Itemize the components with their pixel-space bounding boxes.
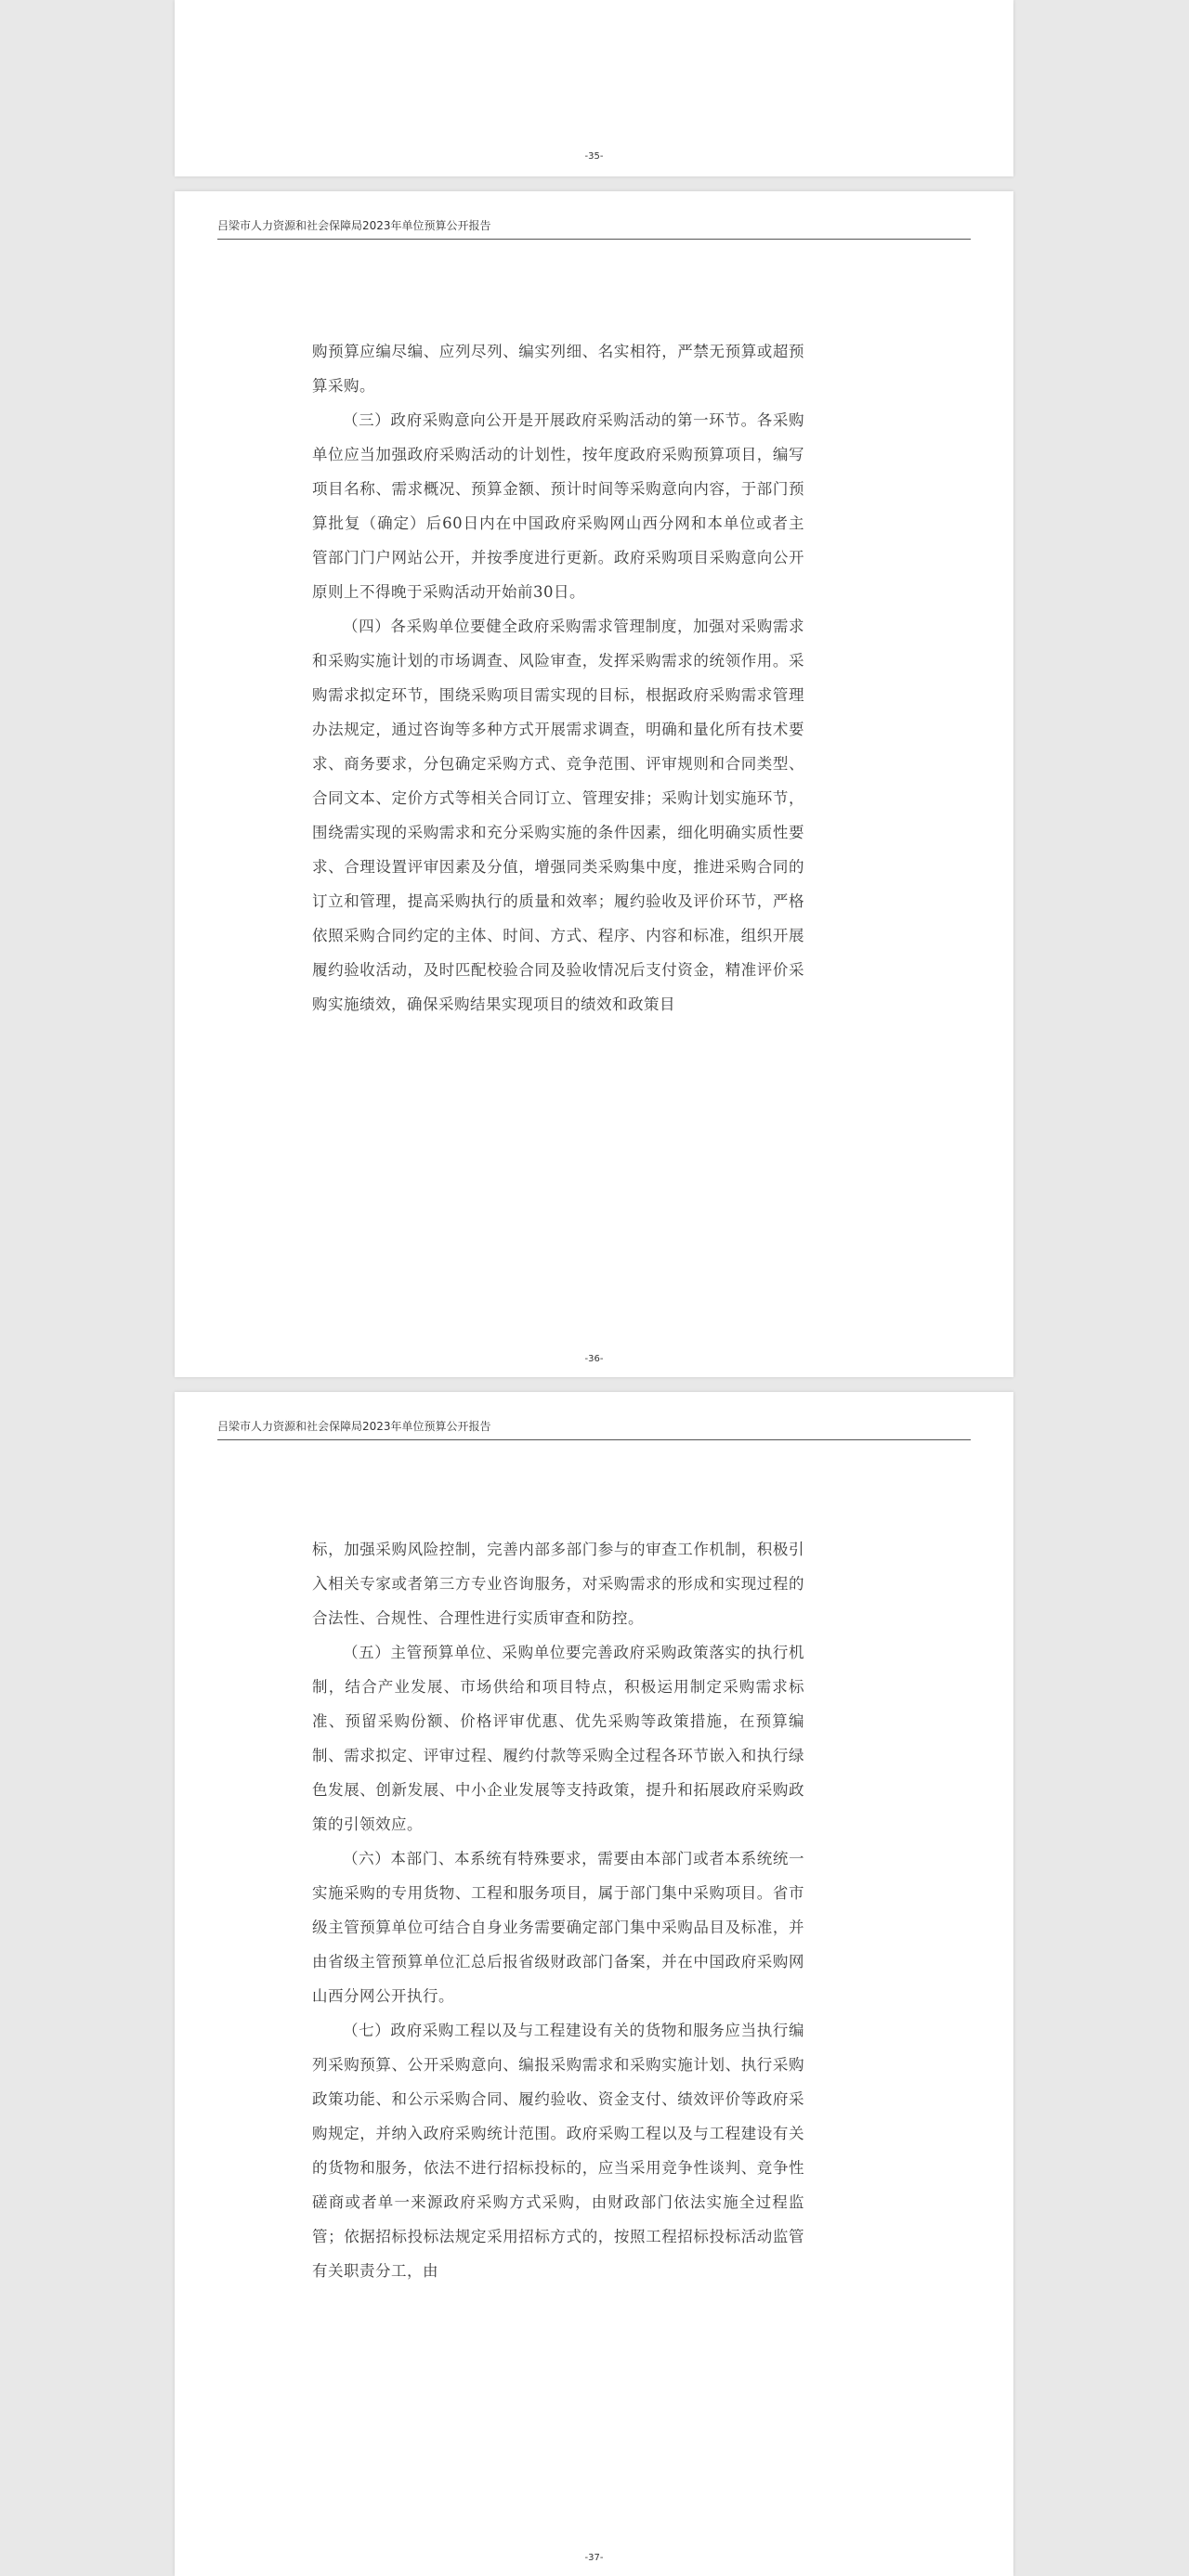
paragraph: （三）政府采购意向公开是开展政府采购活动的第一环节。各采购单位应当加强政府采购活动的计划性，按年度政府采购预算项目，编写项目名称、需求概况、预算金额、预计时间等采购意向内容，于部门预算批复（确定）后60日内在中国政府采购网山西分网和本单位或者主管部门门户网站公开，并按季度进行更新。政府采购项目采购意向公开原则上不得晚于采购活动开始前30日。: [312, 411, 804, 601]
paragraph: 标，加强采购风险控制，完善内部多部门参与的审查工作机制，积极引入相关专家或者第三方专业咨询服务，对采购需求的形成和实现过程的合法性、合规性、合理性进行实质审查和防控。: [312, 1541, 804, 1627]
document-page-36: [175, 191, 1013, 1377]
document-page-35: [175, 0, 1013, 176]
document-page-37: [175, 1392, 1013, 2576]
page-header: 吕梁市人力资源和社会保障局2023年单位预算公开报告: [217, 1418, 971, 1440]
paragraph: （六）本部门、本系统有特殊要求，需要由本部门或者本系统统一实施采购的专用货物、工程和服务项目，属于部门集中采购项目。省市级主管预算单位可结合自身业务需要确定部门集中采购品目及标准，并由省级主管预算单位汇总后报省级财政部门备案，并在中国政府采购网山西分网公开执行。: [312, 1850, 804, 2005]
page-body: [312, 334, 804, 1021]
page-header: 吕梁市人力资源和社会保障局2023年单位预算公开报告: [217, 217, 971, 240]
page-number: -37-: [584, 2553, 604, 2563]
page-number: -35-: [584, 151, 604, 162]
paragraph: （四）各采购单位要健全政府采购需求管理制度，加强对采购需求和采购实施计划的市场调查、风险审查，发挥采购需求的统领作用。采购需求拟定环节，围绕采购项目需实现的目标，根据政府采购需求管理办法规定，通过咨询等多种方式开展需求调查，明确和量化所有技术要求、商务要求，分包确定采购方式、竞争范围、评审规则和合同类型、合同文本、定价方式等相关合同订立、管理安排；采购计划实施环节，围绕需实现的采购需求和充分采购实施的条件因素，细化明确实质性要求、合理设置评审因素及分值，增强同类采购集中度，推进采购合同的订立和管理，提高采购执行的质量和效率；履约验收及评价环节，严格依照采购合同约定的主体、时间、方式、程序、内容和标准，组织开展履约验收活动，及时匹配校验合同及验收情况后支付资金，精准评价采购实施绩效，确保采购结果实现项目的绩效和政策目: [312, 618, 804, 1013]
page-number: -36-: [584, 1354, 604, 1364]
paragraph: （五）主管预算单位、采购单位要完善政府采购政策落实的执行机制，结合产业发展、市场供给和项目特点，积极运用制定采购需求标准、预留采购份额、价格评审优惠、优先采购等政策措施，在预算编制、需求拟定、评审过程、履约付款等采购全过程各环节嵌入和执行绿色发展、创新发展、中小企业发展等支持政策，提升和拓展政府采购政策的引领效应。: [312, 1644, 804, 1833]
paragraph: 购预算应编尽编、应列尽列、编实列细、名实相符，严禁无预算或超预算采购。: [312, 343, 804, 395]
page-body: [312, 1532, 804, 2288]
paragraph: （七）政府采购工程以及与工程建设有关的货物和服务应当执行编列采购预算、公开采购意向、编报采购需求和采购实施计划、执行采购政策功能、和公示采购合同、履约验收、资金支付、绩效评价等政府采购规定，并纳入政府采购统计范围。政府采购工程以及与工程建设有关的货物和服务，依法不进行招标投标的，应当采用竞争性谈判、竞争性磋商或者单一来源政府采购方式采购，由财政部门依法实施全过程监管；依据招标投标法规定采用招标方式的，按照工程招标投标活动监管有关职责分工，由: [312, 2022, 804, 2280]
